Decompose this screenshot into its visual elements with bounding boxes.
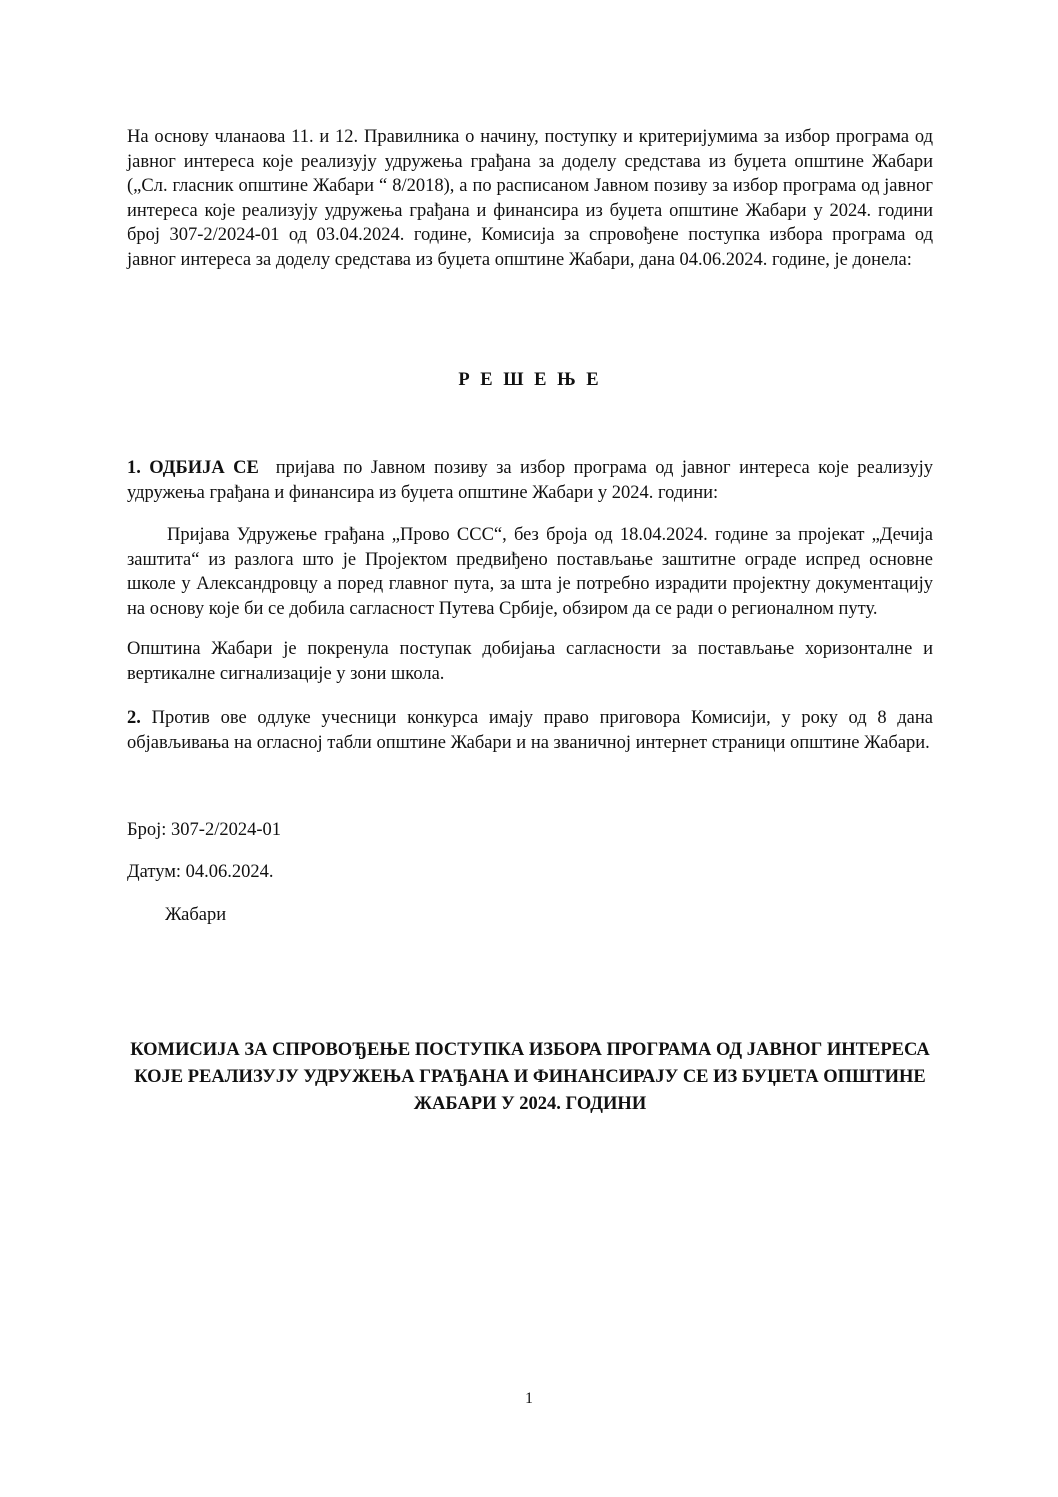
- document-date: Датум: 04.06.2024.: [127, 862, 274, 882]
- document-number: Број: 307-2/2024-01: [127, 820, 281, 840]
- item-1-label: 1. ОДБИЈА СЕ: [127, 458, 259, 478]
- preamble-paragraph: На основу чланаова 11. и 12. Правилника о начину, поступку и критеријумима за избор програма од јавног интереса које реализују удружења грађана за доделу средстава из буџета општине Жабари („Сл. гласник општине Жабари “ 8/2018), а по расписаном Јавном позиву за избор програма од јавног интереса које реализују удружења грађана и финансира из буџета општине Жабари у 2024. години број 307-2/2024-01 од 03.04.2024. године, Комисија за спровођене поступка избора програма од јавног интереса за доделу средстава из буџета општине Жабари, дана 04.06.2024. године, је донела:: [127, 127, 933, 270]
- commission-signature-block: КОМИСИЈА ЗА СПРОВОЂЕЊЕ ПОСТУПКА ИЗБОРА ПРОГРАМА ОД ЈАВНОГ ИНТЕРЕСА КОЈЕ РЕАЛИЗУЈУ УДРУЖЕЊА ГРАЂАНА И ФИНАНСИРАЈУ СЕ ИЗ БУЏЕТА ОПШТИНЕ ЖАБАРИ У 2024. ГОДИНИ: [130, 1040, 930, 1114]
- page-number: 1: [525, 1390, 533, 1407]
- item-1-text: пријава по Јавном позиву за избор програма од јавног интереса које реализују удружења грађана и финансира из буџета општине Жабари у 2024. години:: [127, 458, 934, 503]
- municipality-note-paragraph: Општина Жабари је покренула поступак добијања сагласности за постављање хоризонталне и вертикалне сигнализације у зони школа.: [127, 639, 933, 684]
- item-2-text: Против ове одлуке учесници конкурса имају право приговора Комисији, у року од 8 дана објављивања на огласној табли општине Жабари и на званичној интернет страници општине Жабари.: [127, 708, 934, 753]
- item-2-paragraph: [127, 706, 933, 755]
- application-paragraph: Пријава Удружење грађана „Прово ССС“, без броја од 18.04.2024. године за пројекат „Дечија заштита“ из разлога што је Пројектом предвиђено постављање заштитне ограде испред основне школе у Александровцу а поред главног пута, за шта је потребно израдити пројектну документацију на основу које би се добила сагласност Путева Србије, обзиром да се ради о регионалном путу.: [127, 525, 933, 619]
- document-place: Жабари: [165, 905, 227, 925]
- item-1-paragraph: [127, 456, 933, 505]
- decision-heading: Р Е Ш Е Њ Е: [458, 370, 602, 390]
- item-2-label: 2.: [127, 708, 141, 728]
